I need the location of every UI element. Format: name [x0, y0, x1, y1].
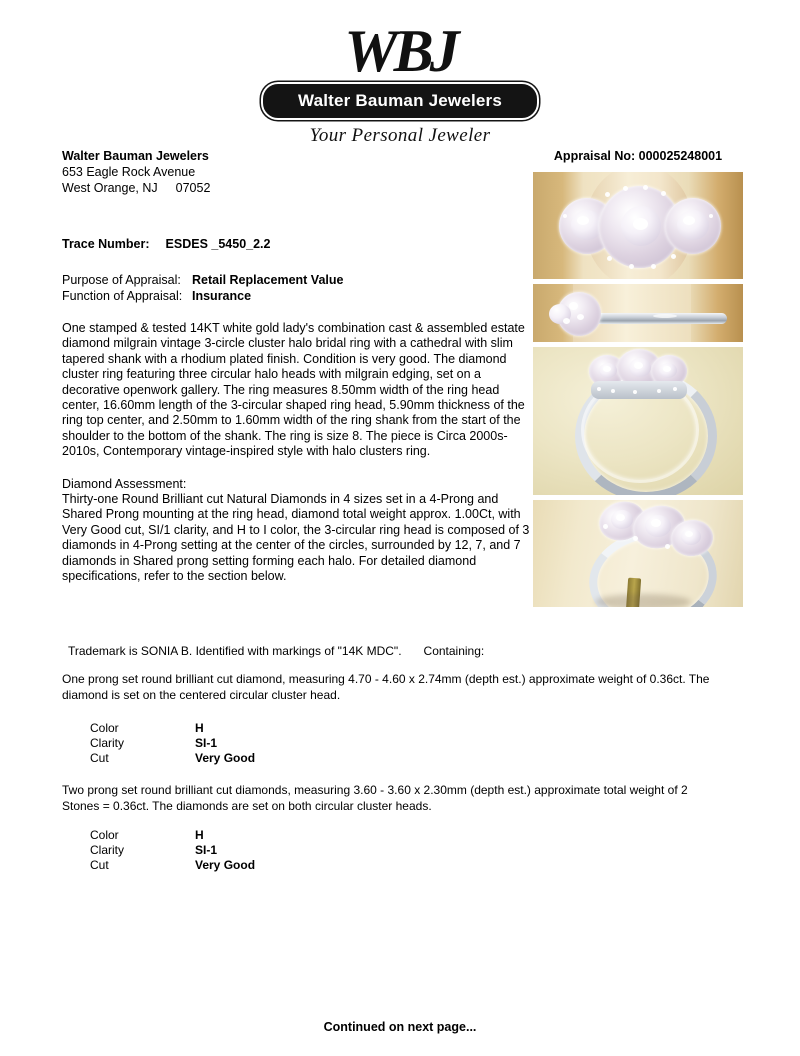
spec-label-cut: Cut [90, 858, 109, 872]
spec-row-clarity [90, 843, 255, 858]
trace-number-value: ESDES _5450_2.2 [165, 237, 271, 251]
address-city-state: West Orange, NJ [62, 181, 158, 195]
firm-address-block [62, 148, 532, 196]
appraisal-meta-block [62, 273, 532, 304]
stone-2-spec-table [90, 828, 255, 873]
trace-number-row [62, 236, 532, 253]
logo-nameplate [263, 84, 537, 118]
diamond-assessment-heading: Diamond Assessment: [62, 476, 187, 491]
item-description-paragraph: One stamped & tested 14KT white gold lady's combination cast & assembled estate diamond milgrain vintage 3-circle cluster halo bridal ring with a cathedral with slim tapered shank with a rhodium plated finish. Condition is very good. The diamond cluster ring featuring three circular halo heads with milgrain edging, set on a decorative openwork gallery. The ring measures 8.50mm width of the ring head center, 16.60mm length of the 3-circular shaped ring head, 5.90mm thickness of the ring top center, and 2.50mm to 1.60mm width of the ring shank from the start of the shoulder to the bottom of the shank. The ring is size 8. The piece is Circa 2000s-2010s, Contemporary vintage-inspired style with halo clusters ring. [62, 321, 525, 459]
spec-label-clarity: Clarity [90, 736, 125, 750]
spec-value-color: H [195, 828, 204, 842]
spec-label-color: Color [90, 721, 119, 735]
spec-value-clarity: SI-1 [195, 843, 218, 857]
ring-photo-upright-view [533, 347, 743, 495]
firm-name: Walter Bauman Jewelers [62, 149, 209, 163]
address-city-zip [62, 180, 532, 196]
spec-value-color: H [195, 721, 204, 735]
purpose-of-appraisal-row [62, 273, 532, 289]
stone-2-paragraph: Two prong set round brilliant cut diamonds, measuring 3.60 - 3.60 x 2.30mm (depth est.) approximate total weight of 2 Stones = 0.36ct. The diamonds are set on both circular cluster heads. [62, 783, 688, 813]
ring-photo-angled-view [533, 500, 743, 607]
spec-value-cut: Very Good [195, 751, 256, 765]
function-of-appraisal-row [62, 289, 532, 305]
company-logo [0, 18, 800, 147]
stone-1-spec-table [90, 721, 255, 766]
document-body [62, 148, 532, 585]
spec-row-cut [90, 751, 255, 766]
containing-label: Containing: [423, 644, 485, 658]
spec-label-clarity: Clarity [90, 843, 125, 857]
ring-photo-front-view [533, 172, 743, 279]
logo-monogram: WBJ [344, 18, 456, 84]
logo-nameplate-text: Walter Bauman Jewelers [297, 91, 503, 110]
purpose-of-appraisal-label: Purpose of Appraisal: [62, 273, 181, 287]
address-zip: 07052 [175, 181, 211, 195]
spec-label-color: Color [90, 828, 119, 842]
spec-row-clarity [90, 736, 255, 751]
trademark-text: Trademark is SONIA B. Identified with markings of "14K MDC". [68, 644, 402, 658]
spec-row-color [90, 721, 255, 736]
trademark-line [68, 643, 484, 659]
diamond-assessment-paragraph: Thirty-one Round Brilliant cut Natural Diamonds in 4 sizes set in a 4-Prong and Shared Prong mounting at the ring head, diamond total weight approx. 1.00Ct, with Very Good cut, SI/1 clarity, and H to I color, the 3-circular ring head is composed of 3 diamonds in 4-Prong setting at the center of the circles, surrounded by 12, 7, and 7 diamonds in Shared prong setting forming each halo. For detailed diamond specifications, refer to the section below. [62, 492, 530, 584]
spec-row-cut [90, 858, 255, 873]
ring-photo-side-view [533, 284, 743, 342]
spec-label-cut: Cut [90, 751, 109, 765]
stone-1-paragraph: One prong set round brilliant cut diamond, measuring 4.70 - 4.60 x 2.74mm (depth est.) approximate weight of 0.36ct. The diamond is set on the centered circular cluster head. [62, 672, 710, 702]
address-street: 653 Eagle Rock Avenue [62, 165, 196, 179]
purpose-of-appraisal-value: Retail Replacement Value [192, 273, 344, 287]
function-of-appraisal-label: Function of Appraisal: [62, 288, 183, 303]
spec-value-cut: Very Good [195, 858, 256, 872]
spec-value-clarity: SI-1 [195, 736, 218, 750]
function-of-appraisal-value: Insurance [192, 288, 252, 303]
trace-number-label: Trace Number: [62, 237, 150, 251]
spec-row-color [90, 828, 255, 843]
appraisal-number: Appraisal No: 000025248001 [553, 149, 723, 163]
page-footer: Continued on next page... [323, 1020, 477, 1034]
logo-tagline: Your Personal Jeweler [309, 125, 491, 146]
